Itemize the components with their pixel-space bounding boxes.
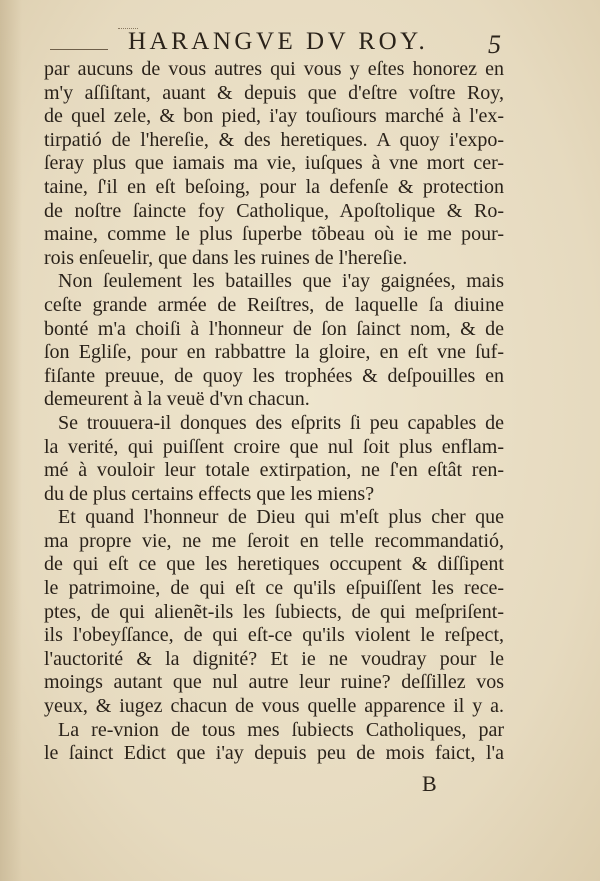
text-line: tirpatió de l'hereſie, & des heretiques. A quoy i'expo- bbox=[44, 128, 504, 151]
text-line: maine, comme le plus ſuperbe tõbeau où ie me pour- bbox=[44, 223, 504, 246]
paragraph-start-line: Non ſeulement les batailles que i'ay gaignées, mais bbox=[58, 270, 504, 293]
text-line: ma propre vie, ne me ſeroit en telle recommandatió, bbox=[44, 529, 504, 552]
text-line: de qui eſt ce que les heretiques occupent & diſſipent bbox=[44, 553, 504, 576]
page-gutter-shadow bbox=[0, 0, 22, 881]
text-line: ptes, de qui alienẽt-ils les ſubiects, de qui meſpriſent- bbox=[44, 600, 504, 623]
header-rule bbox=[50, 49, 108, 50]
paragraph-start-line: Se trouuera-il donques des eſprits ſi peu capables de bbox=[58, 411, 504, 434]
running-title: HARANGVE DV ROY. bbox=[128, 28, 429, 55]
text-line: taine, ſ'il en eſt beſoing, pour la defenſe & protection bbox=[44, 175, 504, 198]
text-line: yeux, & iugez chacun de vous quelle apparence il y a. bbox=[44, 695, 504, 718]
text-line: moings autant que nul autre leur ruine? deſſillez vos bbox=[44, 671, 504, 694]
text-line: de quel zele, & bon pied, i'ay touſiours marché à l'ex- bbox=[44, 105, 504, 128]
signature-mark: B bbox=[422, 771, 437, 796]
text-line: m'y aſſiſtant, auant & depuis que d'eſtre voſtre Roy, bbox=[44, 81, 504, 104]
text-line: ſeray plus que iamais ma vie, iuſques à vne mort cer- bbox=[44, 152, 504, 175]
text-line: le ſainct Edict que i'ay depuis peu de mois faict, l'a bbox=[44, 742, 504, 765]
paragraph-start-line: Et quand l'honneur de Dieu qui m'eſt plus cher que bbox=[58, 506, 504, 529]
text-line: du de plus certains effects que les miens? bbox=[44, 482, 375, 505]
text-line: demeurent à la veuë d'vn chacun. bbox=[44, 388, 310, 411]
text-line: le patrimoine, de qui eſt ce qu'ils eſpuiſſent les rece- bbox=[44, 577, 504, 600]
text-line: l'auctorité & la dignité? Et ie ne voudray pour le bbox=[44, 647, 504, 670]
text-line: mé à vouloir leur totale extirpation, ne ſ'en eſtât ren- bbox=[44, 459, 504, 482]
text-line: ſon Egliſe, pour en rabbattre la gloire, en eſt vne ſuf- bbox=[44, 341, 504, 364]
text-line: de noſtre ſaincte foy Catholique, Apoſtolique & Ro- bbox=[44, 199, 504, 222]
text-line: ceſte grande armée de Reiſtres, de laquelle ſa diuine bbox=[44, 293, 504, 316]
text-line: ils l'obeyſſance, de qui eſt-ce qu'ils violent le reſpect, bbox=[44, 624, 504, 647]
body-text bbox=[44, 58, 504, 766]
text-line: bonté m'a choiſi à l'honneur de ſon ſainct nom, & de bbox=[44, 317, 504, 340]
text-line: fiſante preuue, de quoy les trophées & deſpouilles en bbox=[44, 364, 504, 387]
text-line: la verité, qui puiſſent croire que nul ſoit plus enflam- bbox=[44, 435, 504, 458]
text-line: rois enſeuelir, que dans les ruines de l'hereſie. bbox=[44, 246, 408, 269]
page-number: 5 bbox=[488, 30, 501, 59]
paragraph-start-line: La re-vnion de tous mes ſubiects Catholiques, par bbox=[58, 718, 504, 741]
page-header bbox=[0, 22, 600, 62]
text-line: par aucuns de vous autres qui vous y eſtes honorez en bbox=[44, 58, 504, 80]
